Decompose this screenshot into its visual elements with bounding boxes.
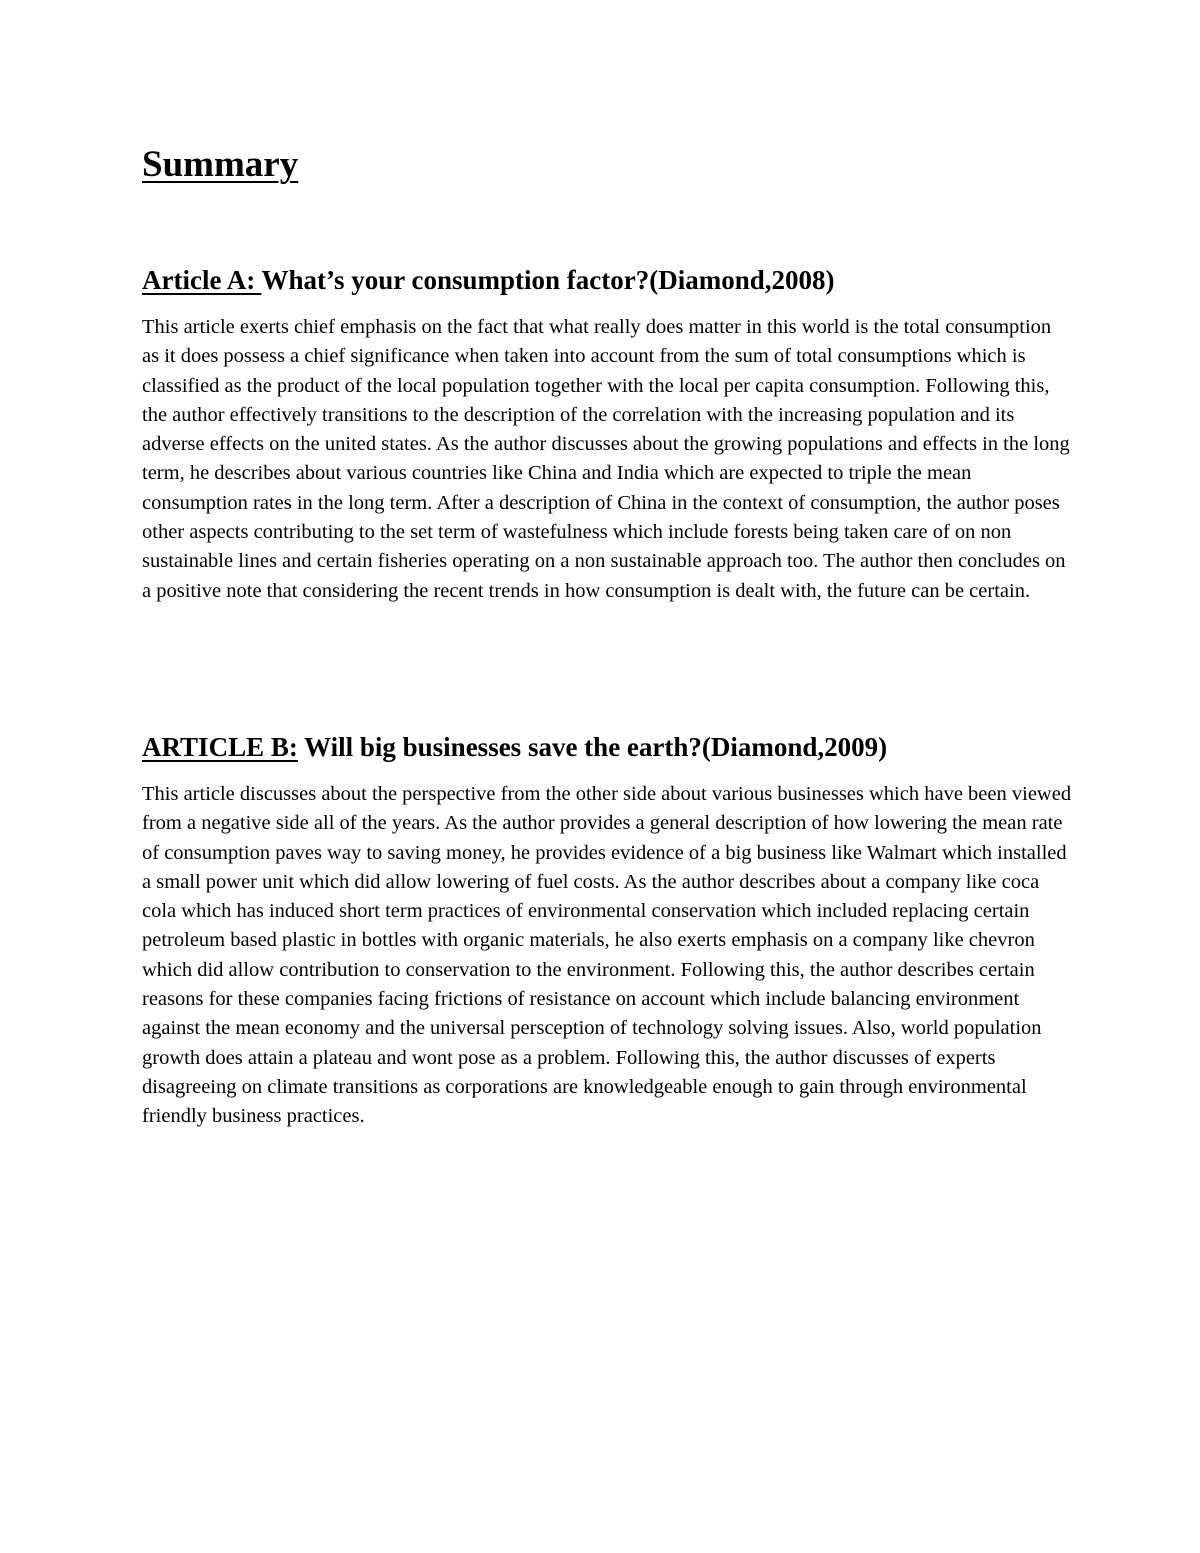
- article-a-section: [142, 260, 1072, 606]
- article-b-heading: [142, 727, 1072, 767]
- article-b-title: Will big businesses save the earth?(Diamond,2009): [304, 732, 888, 762]
- document-title: Summary: [142, 144, 299, 185]
- article-b-body: This article discusses about the perspective from the other side about various businesses which have been viewed from a negative side all of the years. As the author provides a general description of how lowering the mean rate of consumption paves way to saving money, he provides evidence of a big business like Walmart which installed a small power unit which did allow lowering of fuel costs. As the author describes about a company like coca cola which has induced short term practices of environmental conservation which included replacing certain petroleum based plastic in bottles with organic materials, he also exerts emphasis on a company like chevron which did allow contribution to conservation to the environment. Following this, the author describes certain reasons for these companies facing frictions of resistance on account which include balancing environment against the mean economy and the universal persception of technology solving issues. Also, world population growth does attain a plateau and wont pose as a problem. Following this, the author discusses of experts disagreeing on climate transitions as corporations are knowledgeable enough to gain through environmental friendly business practices.: [142, 783, 1072, 1128]
- article-b-section: [142, 727, 1072, 1132]
- article-b-label: ARTICLE B:: [142, 732, 298, 762]
- article-a-body: This article exerts chief emphasis on the fact that what really does matter in this world is the total consumption as it does possess a chief significance when taken into account from the sum of total consumptions which is classified as the product of the local population together with the local per capita consumption. Following this, the author effectively transitions to the description of the correlation with the increasing population and its adverse effects on the united states. As the author discusses about the growing populations and effects in the long term, he describes about various countries like China and India which are expected to triple the mean consumption rates in the long term. After a description of China in the context of consumption, the author poses other aspects contributing to the set term of wastefulness which include forests being taken care of on non sustainable lines and certain fisheries operating on a non sustainable approach too. The author then concludes on a positive note that considering the recent trends in how consumption is dealt with, the future can be certain.: [142, 316, 1070, 602]
- article-a-label: Article A:: [142, 265, 262, 295]
- article-a-title: What’s your consumption factor?(Diamond,2008): [261, 265, 835, 295]
- article-a-heading: [142, 260, 1072, 300]
